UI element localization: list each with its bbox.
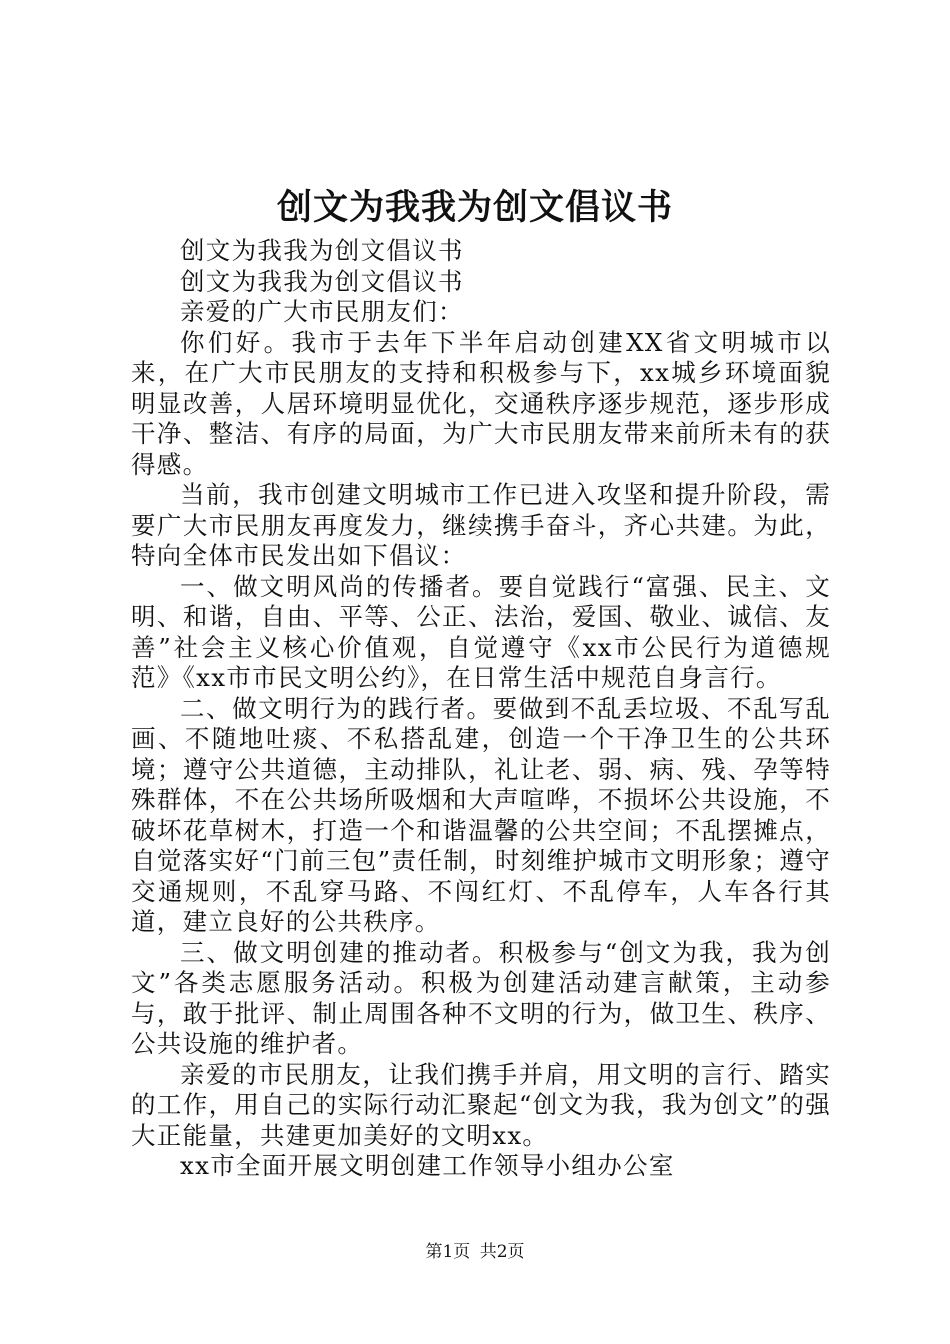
subtitle-line: 创文为我我为创文倡议书	[180, 236, 464, 265]
page-footer	[0, 1240, 950, 1264]
proposal-item: 一、做文明风尚的传播者。要自觉践行“富强、民主、文明、和谐，自由、平等、公正、法治，爱国、敬业、诚信、友善”社会主义核心价值观，自觉遵守《xx市公民行为道德规范》《xx市市民文明公约》，在日常生活中规范自身言行。	[131, 571, 831, 692]
document-title: 创文为我我为创文倡议书	[276, 187, 673, 228]
salutation: 亲爱的广大市民朋友们：	[180, 297, 464, 326]
subtitle-line: 创文为我我为创文倡议书	[180, 266, 464, 296]
proposal-item: 二、做文明行为的践行者。要做到不乱丢垃圾、不乱写乱画、不随地吐痰、不私搭乱建，创造一个干净卫生的公共环境；遵守公共道德，主动排队，礼让老、弱、病、残、孕等特殊群体，不在公共场所吸烟和大声喧哗，不损坏公共设施，不破坏花草树木，打造一个和谐温馨的公共空间；不乱摆摊点，自觉落实好“门前三包”责任制，时刻维护城市文明形象；遵守交通规则，不乱穿马路、不闯红灯、不乱停车，人车各行其道，建立良好的公共秩序。	[131, 693, 831, 936]
page-total: 共2页	[479, 1242, 525, 1262]
page-number: 第1页	[425, 1242, 471, 1262]
paragraph: 当前，我市创建文明城市工作已进入攻坚和提升阶段，需要广大市民朋友再度发力，继续携手奋斗，齐心共建。为此，特向全体市民发出如下倡议：	[131, 480, 831, 570]
document-body	[131, 236, 831, 1182]
proposal-item: 三、做文明创建的推动者。积极参与“创文为我，我为创文”各类志愿服务活动。积极为创建活动建言献策，主动参与，敢于批评、制止周围各种不文明的行为，做卫生、秩序、公共设施的维护者。	[131, 937, 831, 1058]
paragraph: 你们好。我市于去年下半年启动创建XX省文明城市以来，在广大市民朋友的支持和积极参与下，xx城乡环境面貌明显改善，人居环境明显优化，交通秩序逐步规范，逐步形成干净、整洁、有序的局面，为广大市民朋友带来前所未有的获得感。	[131, 327, 831, 479]
signature-line: xx市全面开展文明创建工作领导小组办公室	[180, 1151, 675, 1180]
closing-paragraph: 亲爱的市民朋友，让我们携手并肩，用文明的言行、踏实的工作，用自己的实际行动汇聚起“创文为我，我为创文”的强大正能量，共建更加美好的文明xx。	[131, 1059, 831, 1150]
